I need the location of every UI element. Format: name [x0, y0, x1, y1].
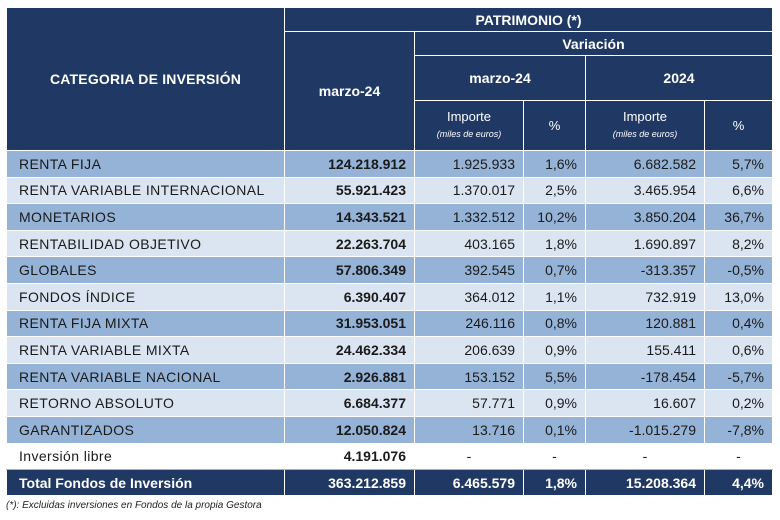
importe-month-value: 153.152	[415, 363, 524, 390]
pct-year-value: -	[705, 443, 773, 470]
importe-label: Importe	[622, 109, 668, 124]
pct-month-value: 1,6%	[524, 151, 586, 178]
importe-month-value: -	[415, 443, 524, 470]
table-row	[7, 363, 773, 390]
pct-year-header: %	[705, 101, 773, 151]
importe-year-value: 3.850.204	[586, 204, 705, 231]
patrimonio-value: 22.263.704	[285, 230, 415, 257]
pct-month-value: 1,1%	[524, 283, 586, 310]
pct-year-value: 13,0%	[705, 283, 773, 310]
table-row	[7, 230, 773, 257]
variacion-header: Variación	[415, 32, 773, 56]
category-name: MONETARIOS	[7, 204, 285, 231]
pct-month-value: 0,8%	[524, 310, 586, 337]
importe-year-value: -1.015.279	[586, 416, 705, 443]
importe-unit-label: (miles de euros)	[436, 129, 502, 139]
total-patrimonio: 363.212.859	[285, 470, 415, 496]
total-importe-month: 6.465.579	[415, 470, 524, 496]
total-name: Total Fondos de Inversión	[7, 470, 285, 496]
total-pct-month: 1,8%	[524, 470, 586, 496]
patrimonio-value: 6.390.407	[285, 283, 415, 310]
patrimonio-value: 24.462.334	[285, 337, 415, 364]
importe-month-value: 246.116	[415, 310, 524, 337]
importe-year-header	[586, 101, 705, 151]
importe-month-value: 392.545	[415, 257, 524, 284]
category-name: RENTA VARIABLE INTERNACIONAL	[7, 177, 285, 204]
pct-month-value: 5,5%	[524, 363, 586, 390]
importe-month-value: 403.165	[415, 230, 524, 257]
category-name: RENTA VARIABLE MIXTA	[7, 337, 285, 364]
importe-label: Importe	[446, 109, 492, 124]
variacion-period-header: marzo-24	[415, 56, 586, 101]
pct-year-value: -7,8%	[705, 416, 773, 443]
patrimonio-value: 6.684.377	[285, 390, 415, 417]
pct-month-value: 0,9%	[524, 337, 586, 364]
patrimonio-value: 57.806.349	[285, 257, 415, 284]
category-name: RENTABILIDAD OBJETIVO	[7, 230, 285, 257]
importe-unit-label: (miles de euros)	[612, 129, 678, 139]
patrimonio-value: 2.926.881	[285, 363, 415, 390]
pct-month-header: %	[524, 101, 586, 151]
pct-year-value: 0,4%	[705, 310, 773, 337]
pct-year-value: 8,2%	[705, 230, 773, 257]
patrimonio-value: 14.343.521	[285, 204, 415, 231]
pct-year-value: 0,6%	[705, 337, 773, 364]
pct-month-value: 0,1%	[524, 416, 586, 443]
importe-month-value: 1.332.512	[415, 204, 524, 231]
category-name: GLOBALES	[7, 257, 285, 284]
importe-year-value: 3.465.954	[586, 177, 705, 204]
patrimonio-header: PATRIMONIO (*)	[285, 8, 773, 32]
pct-year-value: 0,2%	[705, 390, 773, 417]
importe-year-value: 120.881	[586, 310, 705, 337]
pct-year-value: 5,7%	[705, 151, 773, 178]
importe-year-value: -313.357	[586, 257, 705, 284]
importe-month-value: 206.639	[415, 337, 524, 364]
table-row	[7, 257, 773, 284]
importe-month-value: 1.925.933	[415, 151, 524, 178]
importe-year-value: 16.607	[586, 390, 705, 417]
patrimonio-period-header: marzo-24	[285, 32, 415, 151]
table-row	[7, 177, 773, 204]
pct-month-value: 0,7%	[524, 257, 586, 284]
table-row	[7, 310, 773, 337]
pct-year-value: 36,7%	[705, 204, 773, 231]
pct-month-value: 1,8%	[524, 230, 586, 257]
total-row	[7, 470, 773, 496]
category-header: CATEGORIA DE INVERSIÓN	[7, 8, 285, 151]
importe-month-value: 57.771	[415, 390, 524, 417]
patrimonio-value: 4.191.076	[285, 443, 415, 470]
importe-year-value: -	[586, 443, 705, 470]
pct-year-value: -0,5%	[705, 257, 773, 284]
table-row	[7, 204, 773, 231]
patrimonio-value: 31.953.051	[285, 310, 415, 337]
patrimonio-value: 124.218.912	[285, 151, 415, 178]
importe-month-header	[415, 101, 524, 151]
category-name: RENTA FIJA	[7, 151, 285, 178]
total-pct-year: 4,4%	[705, 470, 773, 496]
table-row	[7, 283, 773, 310]
investment-category-table	[6, 7, 773, 496]
category-name: RENTA FIJA MIXTA	[7, 310, 285, 337]
pct-month-value: -	[524, 443, 586, 470]
table-row	[7, 443, 773, 470]
importe-month-value: 364.012	[415, 283, 524, 310]
footnote: (*): Excluidas inversiones en Fondos de la propia Gestora	[6, 500, 262, 511]
table-row	[7, 337, 773, 364]
table-row	[7, 416, 773, 443]
category-name: RETORNO ABSOLUTO	[7, 390, 285, 417]
table-row	[7, 390, 773, 417]
importe-year-value: 155.411	[586, 337, 705, 364]
importe-year-value: 732.919	[586, 283, 705, 310]
pct-year-value: 6,6%	[705, 177, 773, 204]
pct-year-value: -5,7%	[705, 363, 773, 390]
importe-year-value: -178.454	[586, 363, 705, 390]
importe-month-value: 13.716	[415, 416, 524, 443]
patrimonio-value: 55.921.423	[285, 177, 415, 204]
pct-month-value: 0,9%	[524, 390, 586, 417]
category-name: FONDOS ÍNDICE	[7, 283, 285, 310]
pct-month-value: 10,2%	[524, 204, 586, 231]
variacion-year-header: 2024	[586, 56, 773, 101]
category-name: Inversión libre	[7, 443, 285, 470]
pct-month-value: 2,5%	[524, 177, 586, 204]
category-name: GARANTIZADOS	[7, 416, 285, 443]
importe-month-value: 1.370.017	[415, 177, 524, 204]
category-name: RENTA VARIABLE NACIONAL	[7, 363, 285, 390]
importe-year-value: 6.682.582	[586, 151, 705, 178]
importe-year-value: 1.690.897	[586, 230, 705, 257]
total-importe-year: 15.208.364	[586, 470, 705, 496]
table-row	[7, 151, 773, 178]
patrimonio-value: 12.050.824	[285, 416, 415, 443]
